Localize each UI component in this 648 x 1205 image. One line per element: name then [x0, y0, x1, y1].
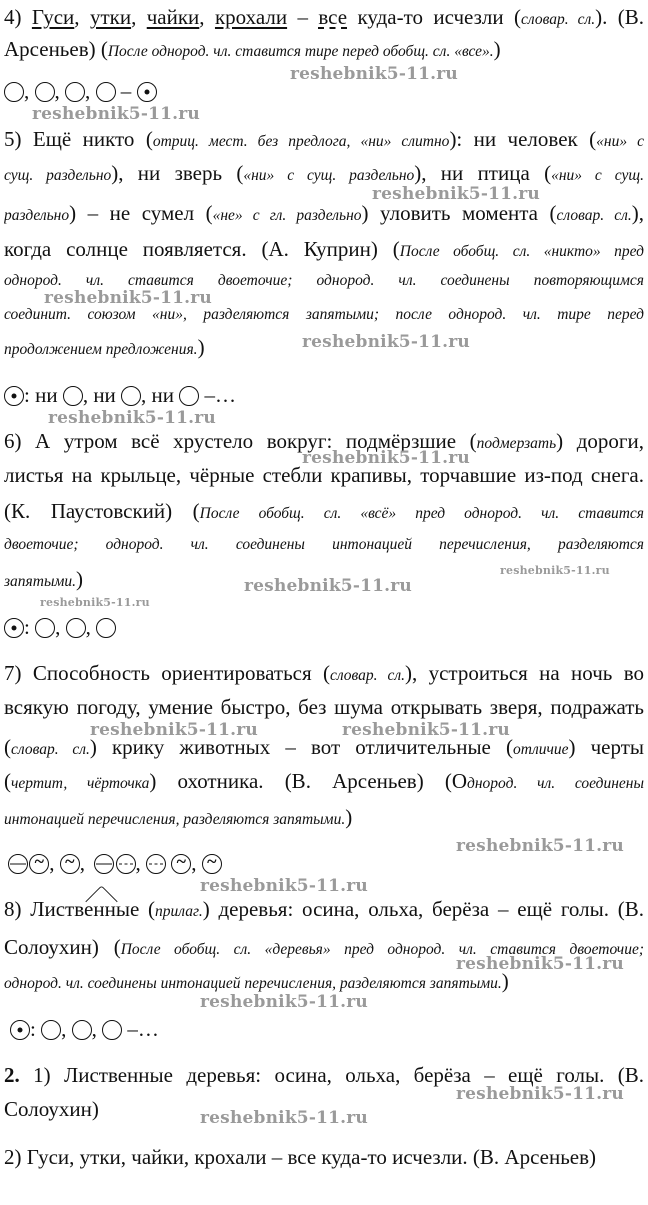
generalizing-word-icon	[4, 386, 24, 406]
s5-line5: однород. чл. ставится двоеточие; однород. чл. соединены повторяющимся	[4, 272, 644, 289]
subject-circle-icon	[8, 854, 28, 874]
watermark: reshebnik5-11.ru	[40, 596, 150, 609]
watermark: reshebnik5-11.ru	[90, 720, 258, 740]
predicate-circle-icon	[171, 854, 191, 874]
s7-line3: (словар. сл.) крику животных – вот отличительные (отличие) черты	[4, 735, 644, 759]
s5-line2: сущ. раздельно), ни зверь («ни» с сущ. раздельно), ни птица («ни» с сущ.	[4, 161, 644, 185]
s5-line4: когда солнце появляется. (А. Куприн) (После обобщ. сл. «никто» пред	[4, 237, 644, 261]
generalizing-word-icon	[4, 618, 24, 638]
watermark: reshebnik5-11.ru	[372, 184, 540, 204]
generalizing-word-icon	[137, 82, 157, 102]
part2-line1: 2. 1) Лиственные деревья: осина, ольха, берёза – ещё голы. (В.	[4, 1063, 644, 1087]
s7-line1: 7) Способность ориентироваться (словар. сл.), устроиться на ночь во	[4, 661, 644, 685]
member-circle-icon	[96, 618, 116, 638]
s6-line4: двоеточие; однород. чл. соединены интонацией перечисления, разделяются	[4, 536, 644, 553]
part2-line3: 2) Гуси, утки, чайки, крохали – все куда-то исчезли. (В. Арсеньев)	[4, 1145, 597, 1169]
member-circle-icon	[41, 1020, 61, 1040]
s6-line3: (К. Паустовский) (После обобщ. сл. «всё» пред однород. чл. ставится	[4, 499, 644, 523]
watermark: reshebnik5-11.ru	[500, 564, 610, 577]
s4-line1: 4) Гуси, утки, чайки, крохали – все куда-то исчезли (словар. сл.). (В.	[4, 5, 644, 29]
s6-line5: запятыми.)	[4, 567, 83, 591]
member-circle-icon	[35, 618, 55, 638]
watermark: reshebnik5-11.ru	[302, 332, 470, 352]
predicate-circle-icon	[202, 854, 222, 874]
watermark: reshebnik5-11.ru	[244, 576, 412, 596]
watermark: reshebnik5-11.ru	[200, 1108, 368, 1128]
schema-2: : ни , ни , ни –…	[4, 382, 236, 408]
watermark: reshebnik5-11.ru	[200, 992, 368, 1012]
member-circle-icon	[121, 386, 141, 406]
schema-5: : , , –…	[10, 1016, 159, 1042]
predicate-circle-icon	[60, 854, 80, 874]
watermark: reshebnik5-11.ru	[290, 64, 458, 84]
s5-line6: соединит. союзом «ни», разделяются запятыми; после однород. чл. тире перед	[4, 306, 644, 323]
s8-line1: 8) Лиственные (прилаг.) деревья: осина, ольха, берёза – ещё голы. (В.	[4, 897, 644, 921]
member-circle-icon	[65, 82, 85, 102]
predicate-circle-icon	[29, 854, 49, 874]
generalizing-word-icon	[10, 1020, 30, 1040]
schema-1: , , , –	[4, 78, 157, 104]
watermark: reshebnik5-11.ru	[456, 836, 624, 856]
member-circle-icon	[63, 386, 83, 406]
member-circle-icon	[35, 82, 55, 102]
schema-4: ~, ~, , ~, ~	[4, 850, 222, 876]
object-circle-icon	[116, 854, 136, 874]
s5-line1: 5) Ещё никто (отриц. мест. без предлога, «ни» слитно): ни человек («ни» с	[4, 127, 644, 151]
s8-line3: однород. чл. соединены интонацией перечисления, разделяются запятыми.)	[4, 969, 509, 993]
watermark: reshebnik5-11.ru	[456, 1084, 624, 1104]
s7-line4: (чертит, чёрточка) охотника. (В. Арсеньев) (Однород. чл. соединены	[4, 769, 644, 793]
watermark: reshebnik5-11.ru	[302, 448, 470, 468]
s7-line5: интонацией перечисления, разделяются запятыми.)	[4, 805, 353, 829]
s5-line3: раздельно) – не сумел («не» с гл. раздельно) уловить момента (словар. сл.),	[4, 201, 644, 225]
member-circle-icon	[66, 618, 86, 638]
member-circle-icon	[72, 1020, 92, 1040]
member-circle-icon	[4, 82, 24, 102]
s4-line2: Арсеньев) (После однород. чл. ставится тире перед обобщ. сл. «все».)	[4, 37, 501, 61]
subject-circle-icon	[94, 854, 114, 874]
s5-line7: продолжением предложения.)	[4, 335, 205, 359]
member-circle-icon	[96, 82, 116, 102]
schema-3: : , ,	[4, 614, 116, 640]
watermark: reshebnik5-11.ru	[342, 720, 510, 740]
s6-line1: 6) А утром всё хрустело вокруг: подмёрзшие (подмерзать) дороги,	[4, 429, 644, 453]
watermark: reshebnik5-11.ru	[200, 876, 368, 896]
watermark: reshebnik5-11.ru	[456, 954, 624, 974]
member-circle-icon	[102, 1020, 122, 1040]
part2-line2: Солоухин)	[4, 1097, 99, 1121]
s6-line2: листья на крыльце, чёрные стебли крапивы, торчавшие из-под снега.	[4, 463, 644, 487]
s7-line2: всякую погоду, умение быстро, без шума открывать зверя, подражать	[4, 695, 644, 719]
watermark: reshebnik5-11.ru	[48, 408, 216, 428]
member-circle-icon	[179, 386, 199, 406]
object-circle-icon	[146, 854, 166, 874]
watermark: reshebnik5-11.ru	[32, 104, 200, 124]
s8-line2: Солоухин) (После обобщ. сл. «деревья» пред однород. чл. ставится двоеточие;	[4, 935, 644, 959]
watermark: reshebnik5-11.ru	[44, 288, 212, 308]
